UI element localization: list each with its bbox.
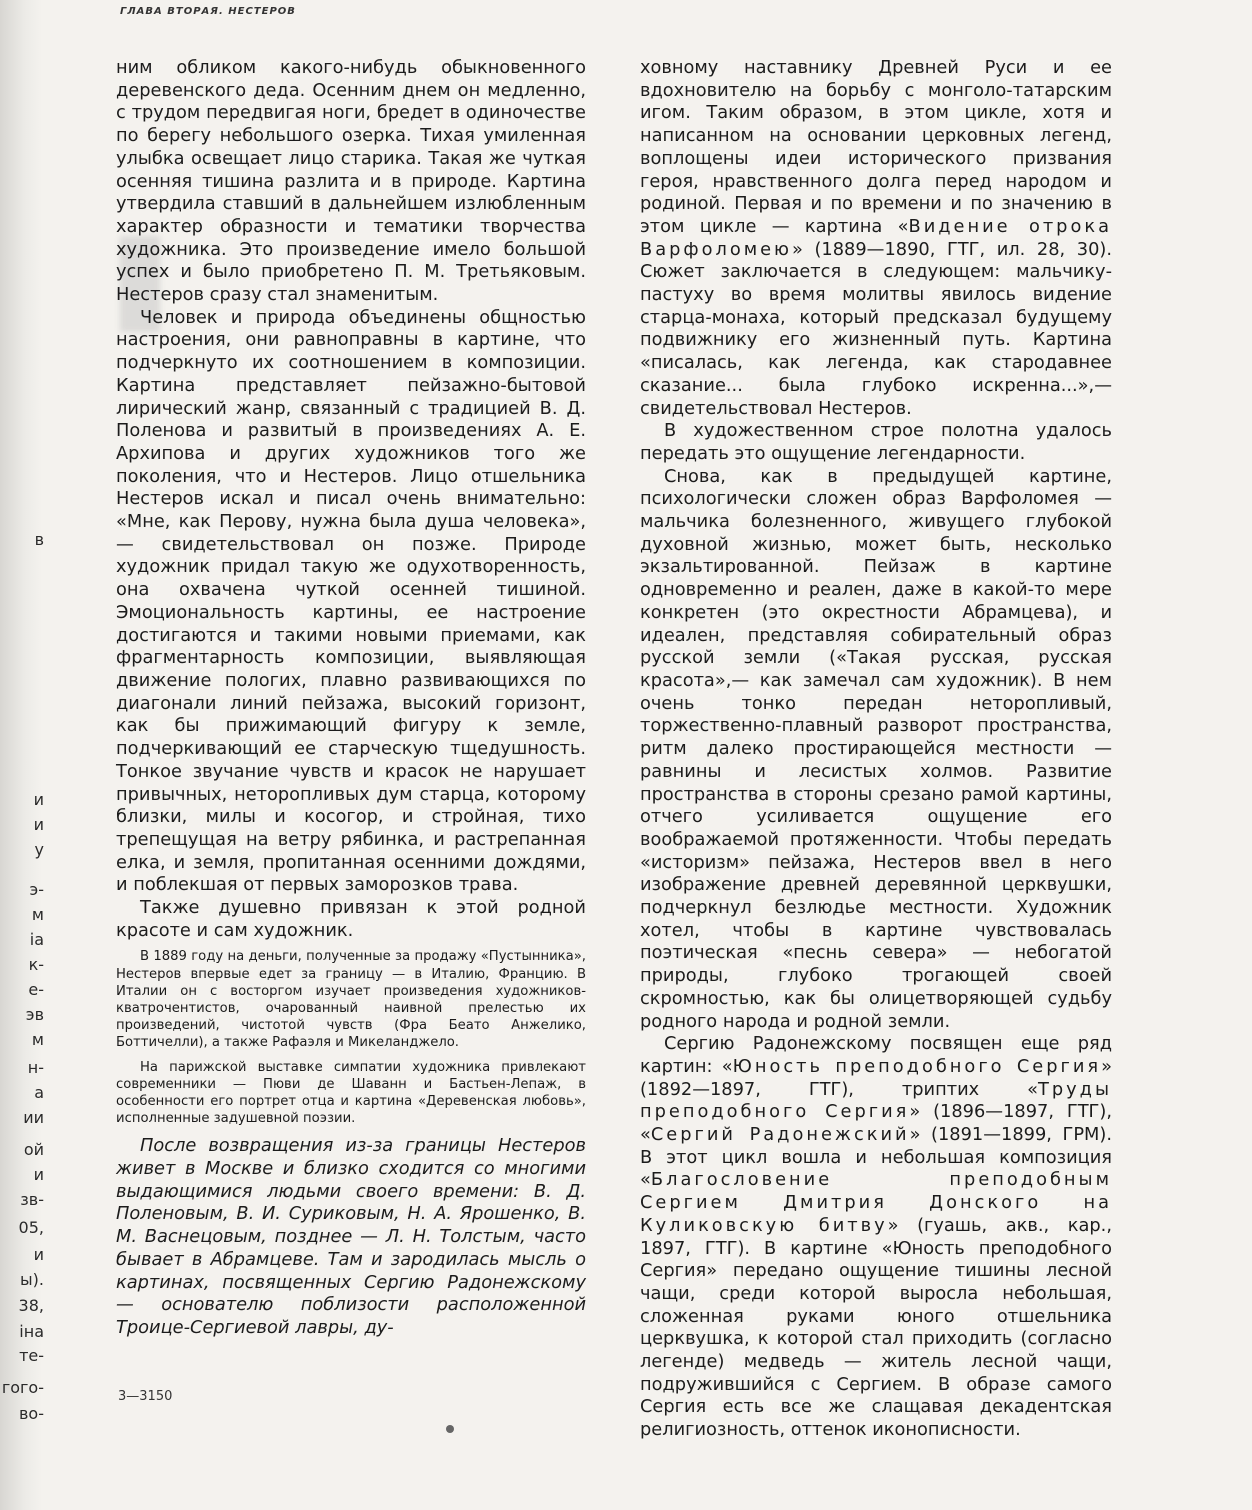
- paragraph: [640, 1033, 1112, 1442]
- spine-text-fragment: іа: [29, 930, 44, 949]
- paragraph: Снова, как в предыдущей картине, психологически сложен образ Варфоломея — мальчика болезненного, живущего глубокой духовной жизнью, может быть, несколько экзальтированной. Пейзаж в картине одновременно и реален, даже в какой-то мере конкретен (это окрестности Абрамцева), и идеален, представляя собирательный образ русской земли («Такая русская, русская красота»,— как замечал сам художник). В нем очень тонко передан неторопливый, торжественно-плавный разворот пространства, ритм далеко простирающейся местности — равнины и лесистых холмов. Развитие пространства в стороны срезано рамой картины, отчего усиливается ощущение его воображаемой протяженности. Чтобы передать «историзм» пейзажа, Нестеров ввел в него изображение древней деревянной церквушки, подчеркнул безлюдье местности. Художник хотел, чтобы в картине чувствовалась поэтическая «песнь севера» — небогатой природы, глубоко трогающей своей скромностью, как бы олицетворяющей судьбу родного народа и родной земли.: [640, 465, 1112, 1032]
- paragraph: ним обликом какого-нибудь обыкновенного деревенского деда. Осенним днем он медленно, с трудом передвигая ноги, бредет в одиночестве по берегу небольшого озерка. Тихая умиленная улыбка освещает лицо старика. Такая же чуткая осенняя тишина разлита и в природе. Картина утвердила ставший в дальнейшем излюбленным характер образности и тематики творчества художника. Это произведение имело большой успех и было приобретено П. М. Третьяковым. Нестеров сразу стал знаменитым.: [116, 57, 586, 306]
- paragraph: В художественном строе полотна удалось передать это ощущение легендарности.: [640, 420, 1112, 464]
- spine-text-fragment: в: [34, 530, 44, 549]
- right-column: [640, 57, 1112, 1442]
- spine-text-fragment: у: [34, 840, 44, 859]
- artwork-title: Юность преподобного Сергия: [732, 1055, 1102, 1077]
- spine-text-fragment: ии: [23, 1108, 44, 1127]
- paragraph: Человек и природа объединены общностью настроения, они равноправны в картине, что подчеркнуто их соотношением в композиции. Картина представляет пейзажно-бытовой лирический жанр, связанный с традицией В. Д. Поленова и развитый в произведениях А. Е. Архипова и других художников того же поколения, что и Нестеров. Лицо отшельника Нестеров искал и писал очень внимательно: «Мне, как Перову, нужна была душа человека»,— свидетельствовал он позже. Природе художник придал такую же одухотворенность, она охвачена чуткой осенней тишиной. Эмоциональность картины, ее настроение достигаются и такими новыми приемами, как фрагментарность композиции, выявляющая движение пологих, плавно развивающихся по диагонали линий пейзажа, высокий горизонт, как бы прижимающий фигуру к земле, подчеркивающий ее старческую тщедушность. Тонкое звучание чувств и красок не нарушает привычных, неторопливых дум старца, которому близки, милы и косогор, и стройная, тихо трепещущая на ветру рябинка, и растрепанная елка, и земля, пропитанная осенними дождями, и поблекшая от первых заморозков трава.: [116, 306, 586, 896]
- spine-text-fragment: ы).: [20, 1270, 44, 1289]
- text-run: » (1896—1897, ГТГ), «: [640, 1101, 1112, 1146]
- artwork-title: Видение отрока Варфоломею: [640, 215, 1112, 260]
- spine-text-fragment: и: [33, 1165, 44, 1184]
- text-run: ховному наставнику Древней Руси и ее вдохновителю на борьбу с монголо-татарским игом. Таким образом, в этом цикле, хотя и написанном на основании церковных легенд, воплощены идеи исторического призвания героя, нравственного долга перед народом и родиной. Первая и по времени и по значению в этом цикле — картина «: [640, 57, 1112, 237]
- spine-text-fragment: н-: [27, 1058, 44, 1077]
- paragraph: Также душевно привязан к этой родной красоте и сам художник.: [116, 897, 586, 941]
- spine-text-fragment: и: [33, 790, 44, 809]
- paragraph: [640, 57, 1112, 420]
- paragraph: После возвращения из-за границы Нестеров живет в Москве и близко сходится со многими выдающимися людьми своего времени: В. Д. Поленовым, В. И. Суриковым, Н. А. Ярошенко, В. М. Васнецовым, позднее — Л. Н. Толстым, часто бывает в Абрамцеве. Там и зародилась мысль о картинах, посвященных Сергию Радонежскому — основателю поблизости расположенной Троице-Сергиевой лавры, ду-: [116, 1135, 586, 1338]
- footnote-paragraph: На парижской выставке симпатии художника привлекают современники — Пюви де Шаванн и Бастьен-Лепаж, в особенности его портрет отца и картина «Деревенская любовь», исполненные задушевной поэзии.: [116, 1059, 586, 1127]
- spine-text-fragment: гого-: [1, 1378, 44, 1397]
- text-run: » (1891—1899, ГРМ). В этот цикл вошла и небольшая композиция «: [640, 1124, 1112, 1191]
- spine-text-fragment: 05,: [18, 1218, 44, 1237]
- running-head: ГЛАВА ВТОРАЯ. НЕСТЕРОВ: [120, 6, 296, 17]
- spine-text-fragment: к-: [28, 955, 44, 974]
- spine-text-fragment: зв-: [20, 1190, 44, 1209]
- footnote-paragraph: В 1889 году на деньги, полученные за продажу «Пустынника», Нестеров впервые едет за границу — в Италию, Францию. В Италии он с восторгом изучает произведения художников-кватрочентистов, очарованный наивной прелестью их произведений, чистотой чувств (Фра Беато Анжелико, Боттичелли), а также Рафаэля и Микеланджело.: [116, 949, 586, 1050]
- text-run: » (1892—1897, ГТГ), триптих «: [640, 1055, 1112, 1100]
- spine-text-fragment: е-: [28, 980, 44, 999]
- spine-text-fragment: и: [33, 1245, 44, 1264]
- spine-text-fragment: м: [31, 1030, 44, 1049]
- spine-text-fragment: те-: [19, 1346, 44, 1365]
- spine-text-fragment: во-: [19, 1404, 44, 1423]
- artwork-title: Благословение преподобным Сергием Дмитрия Донского на Куликовскую битву: [640, 1169, 1112, 1236]
- spine-text-fragment: ой: [23, 1140, 44, 1159]
- spine-text-fragment: а: [34, 1083, 44, 1102]
- text-run: » (гуашь, акв., кар., 1897, ГТГ). В картине «Юность преподобного Сергия» передано ощущение тишины лесной чащи, среди которой выросла небольшая, сложенная руками юного отшельника церквушка, к которой стал приходить (согласно легенде) медведь — житель лесной чащи, подружившийся с Сергием. В образе самого Сергия есть все же слащавая декадентская религиозность, оттенок иконописности.: [640, 1214, 1112, 1441]
- spine-text-fragment: э-: [29, 880, 44, 899]
- artwork-title: Сергий Радонежский: [650, 1124, 910, 1146]
- spine-text-fragment: и: [33, 815, 44, 834]
- page-mark-dot: [446, 1425, 454, 1433]
- spine-text-fragment: эв: [25, 1005, 44, 1024]
- page-signature-code: 3—3150: [118, 1389, 173, 1404]
- left-column: [116, 57, 586, 1340]
- artwork-title: Труды преподобного Сергия: [640, 1078, 1112, 1123]
- spine-text-fragment: м: [31, 905, 44, 924]
- spine-text-fragment: іна: [19, 1322, 44, 1341]
- text-run: Сергию Радонежскому посвящен еще ряд картин: «: [640, 1033, 1112, 1077]
- text-run: » (1889—1890, ГТГ, ил. 28, 30). Сюжет заключается в следующем: мальчику-пастуху во время молитвы явилось видение старца-монаха, который предсказал будущему подвижнику его жизненный путь. Картина «писалась, как легенда, как стародавнее сказание... была глубоко искренна...»,— свидетельствовал Нестеров.: [640, 238, 1112, 419]
- spine-text-fragment: 38,: [18, 1296, 44, 1315]
